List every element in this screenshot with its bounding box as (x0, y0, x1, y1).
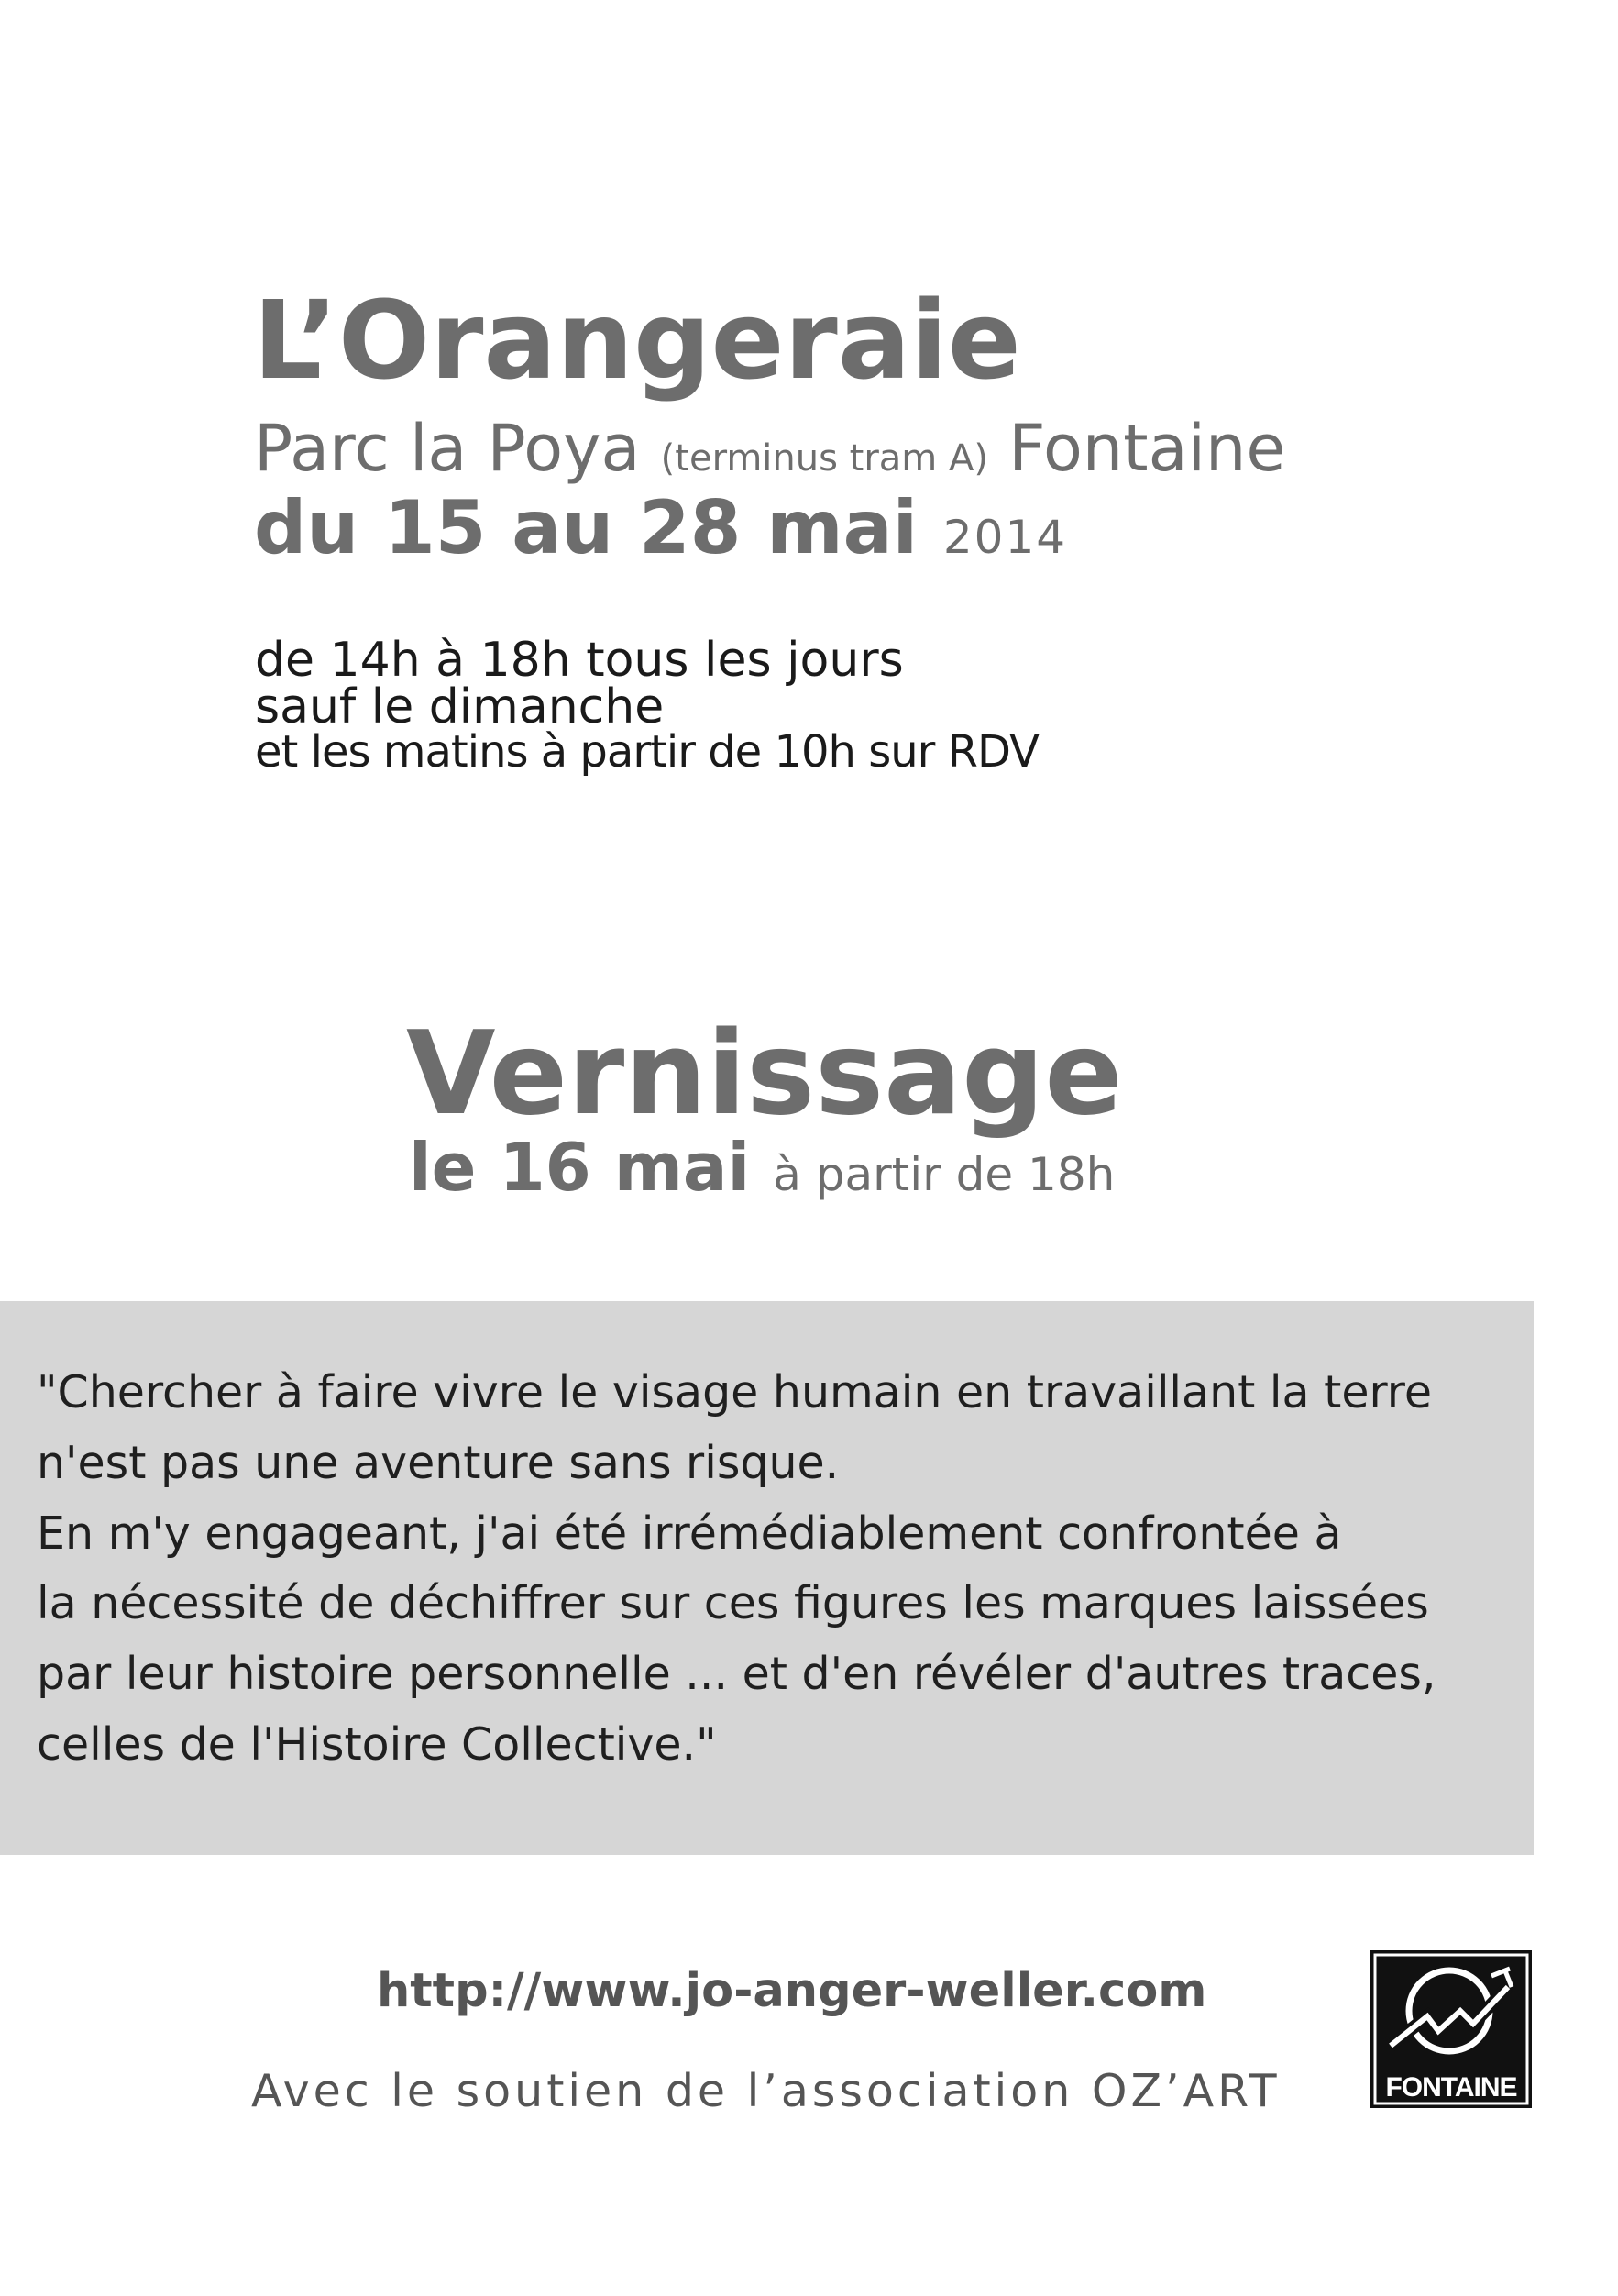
quote-line: la nécessité de déchiffrer sur ces figures les marques laissées (37, 1577, 1429, 1629)
venue-title: L’Orangeraie (253, 277, 1021, 403)
quote-box (0, 1301, 1534, 1855)
quote-line: par leur histoire personnelle ... et d'en révéler d'autres traces, (37, 1648, 1436, 1700)
quote-line: En m'y engageant, j'ai été irrémédiablement confrontée à (37, 1507, 1342, 1560)
park-name: Parc la Poya (254, 411, 641, 486)
fontaine-logo (1370, 1950, 1532, 2108)
quote-line: celles de l'Histoire Collective." (37, 1718, 717, 1771)
opening-hours-line-2: sauf le dimanche (255, 679, 665, 734)
logo-label: FONTAINE (1385, 2072, 1517, 2103)
date-year: 2014 (942, 511, 1068, 564)
exhibition-dates (254, 485, 1068, 570)
vernissage-date: le 16 mai (409, 1129, 751, 1206)
vernissage-time: à partir de 18h (773, 1148, 1116, 1201)
quote-line: n'est pas une aventure sans risque. (37, 1437, 840, 1489)
opening-hours-line-3: et les matins à partir de 10h sur RDV (255, 726, 1039, 778)
tram-note: (terminus tram A) (660, 437, 988, 480)
quote-line: "Chercher à faire vivre le visage humain en travaillant la terre (37, 1366, 1432, 1418)
city-name: Fontaine (1008, 411, 1286, 486)
support-credit: Avec le soutien de l’association OZ’ART (251, 2065, 1281, 2117)
venue-address-line (254, 411, 1286, 486)
website-link[interactable]: http://www.jo-anger-weller.com (377, 1964, 1207, 2018)
date-range: du 15 au 28 mai (254, 485, 918, 570)
vernissage-title: Vernissage (406, 1006, 1123, 1141)
opening-hours-line-1: de 14h à 18h tous les jours (255, 633, 904, 688)
vernissage-date-line (409, 1129, 1116, 1206)
